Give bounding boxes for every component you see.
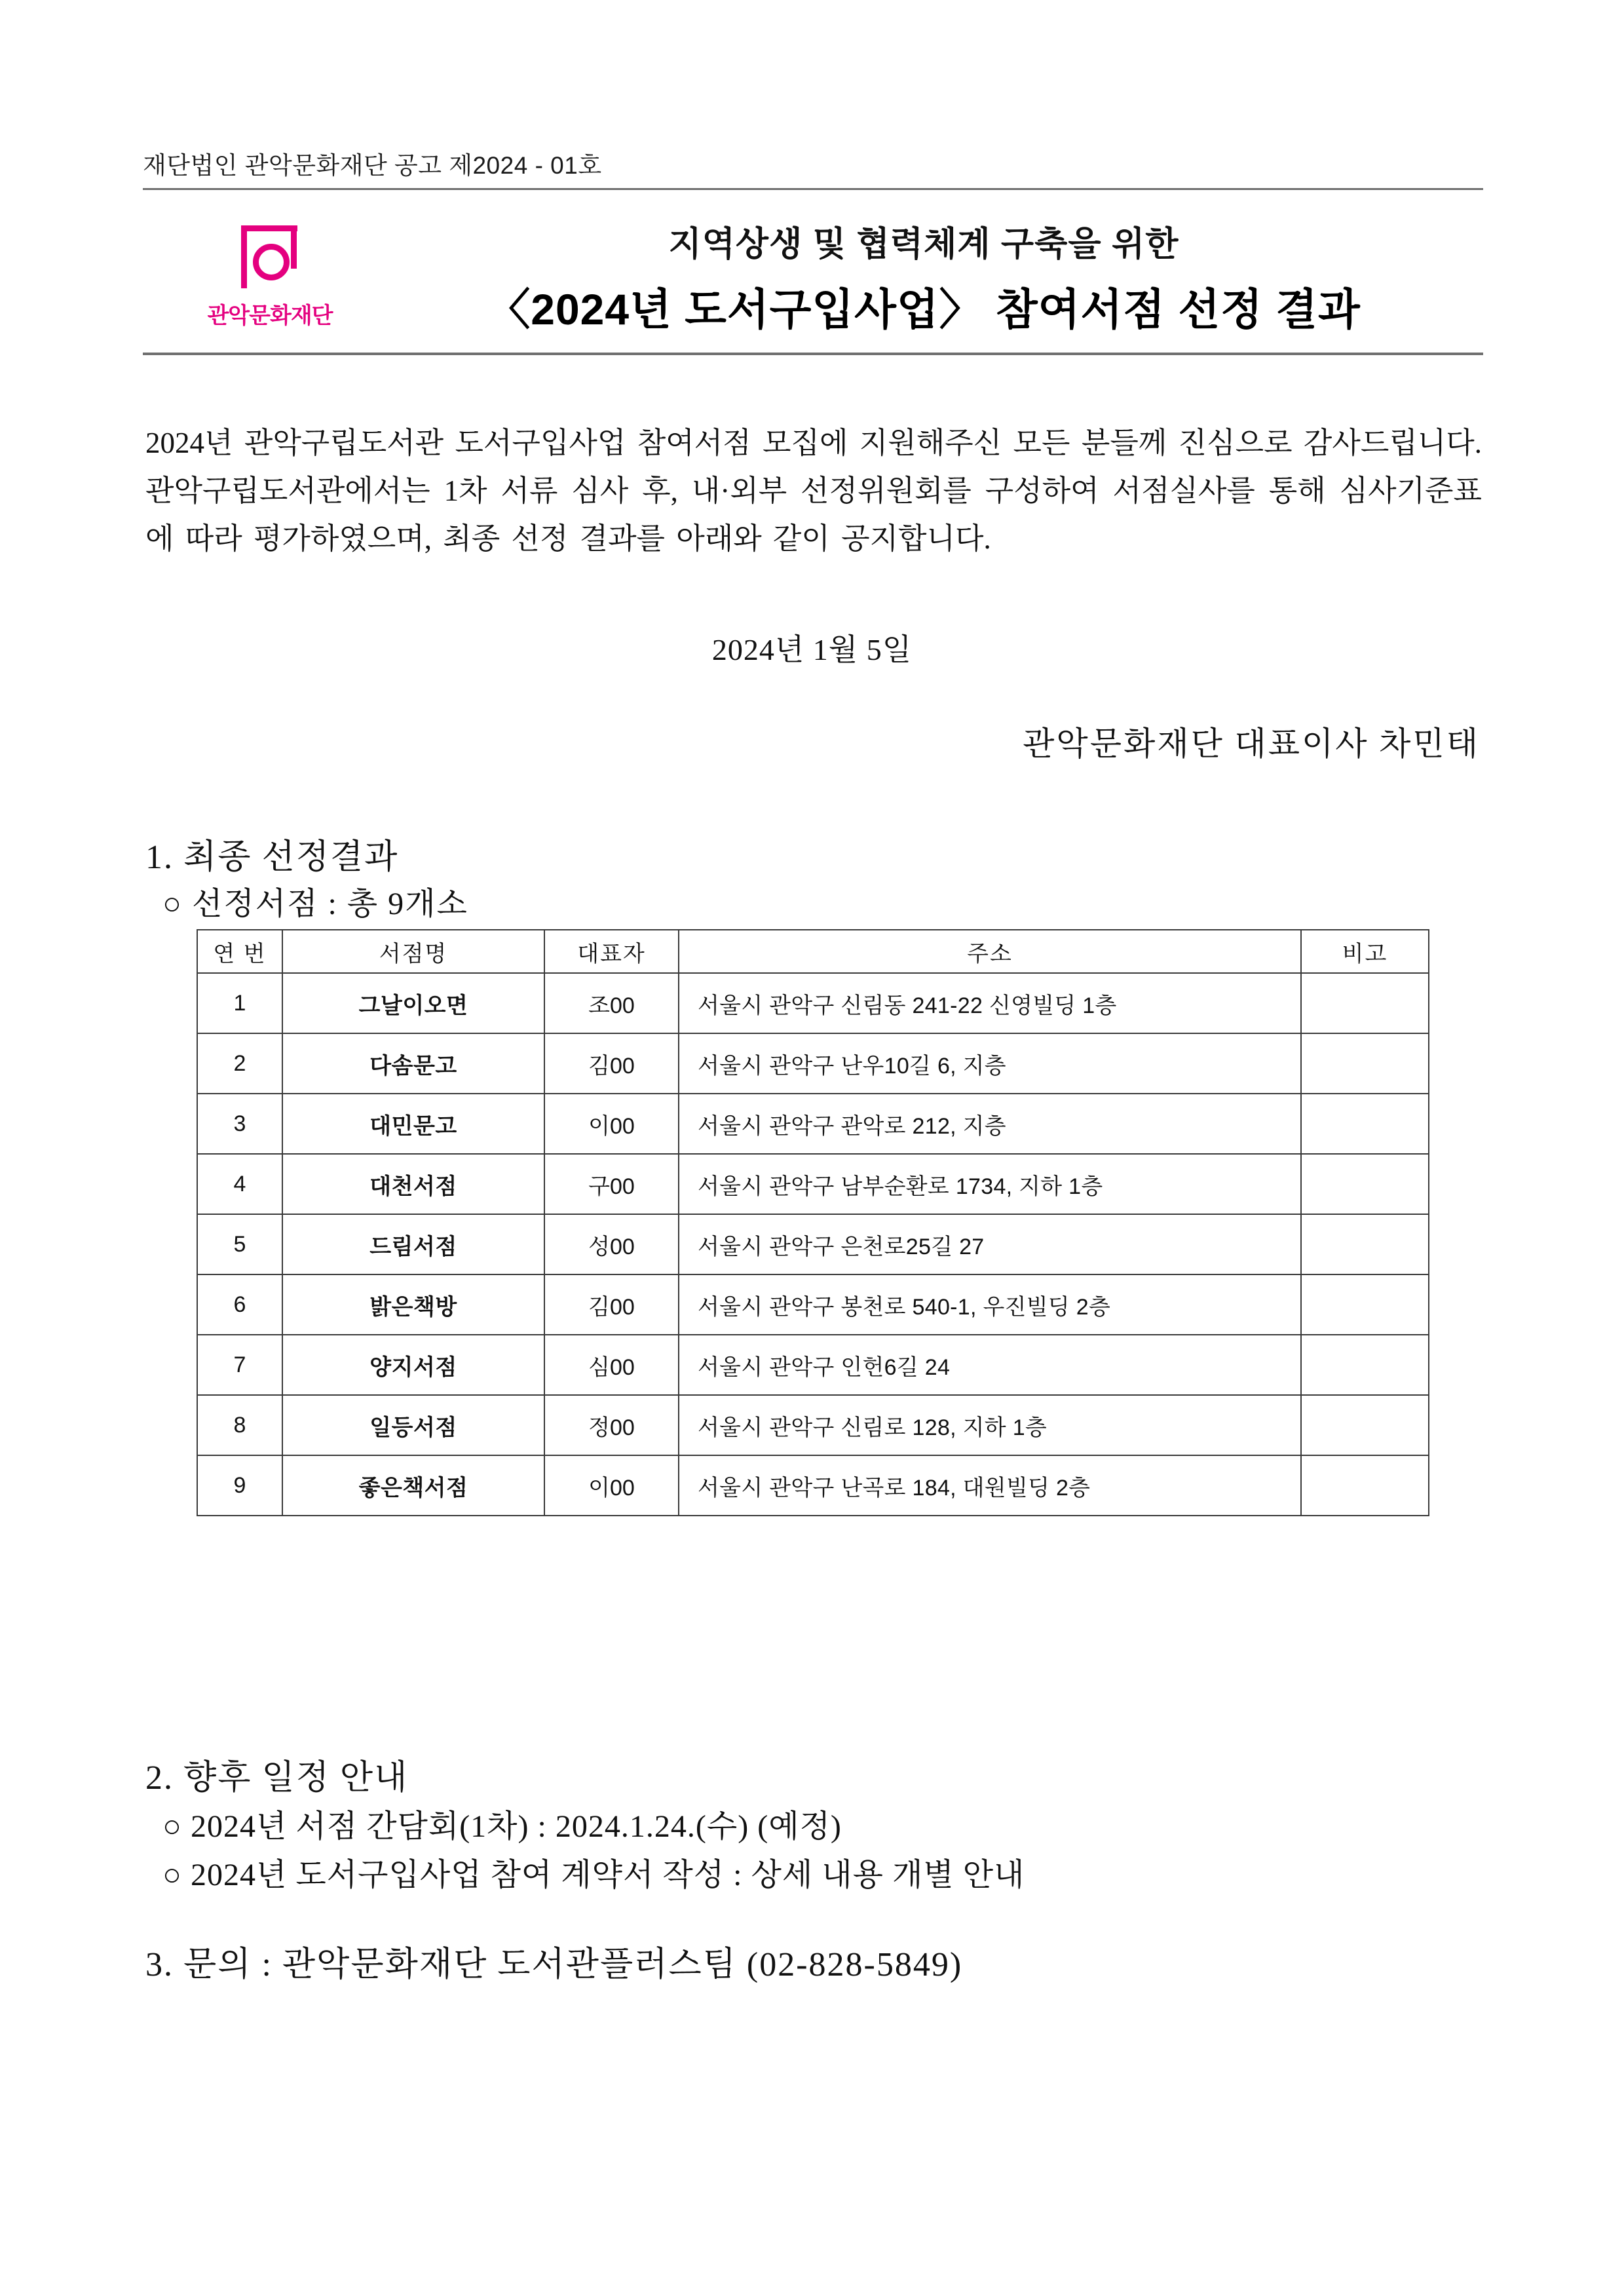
- section3-contact: 3. 문의 : 관악문화재단 도서관플러스팀 (02-828-5849): [145, 1946, 963, 1983]
- column-header-name: 서점명: [282, 930, 544, 973]
- cell-no: 5: [197, 1214, 282, 1274]
- section2-item-2: ○ 2024년 도서구입사업 참여 계약서 작성 : 상세 내용 개별 안내: [162, 1858, 1025, 1892]
- cell-no: 3: [197, 1094, 282, 1154]
- header-divider: [143, 188, 1483, 190]
- logo-text: 관악문화재단: [207, 303, 333, 328]
- cell-note: [1301, 1455, 1429, 1516]
- column-header-rep: 대표자: [544, 930, 679, 973]
- table-row: [197, 1274, 1429, 1335]
- cell-addr: 서울시 관악구 난곡로 184, 대원빌딩 2층: [679, 1455, 1301, 1516]
- issue-date: 2024년 1월 5일: [711, 633, 913, 666]
- signature-line: 관악문화재단 대표이사 차민태: [1023, 725, 1480, 762]
- selected-bookstores-table: [197, 929, 1428, 1516]
- table-header-row: [197, 930, 1429, 973]
- section1-subheading: ○ 선정서점 : 총 9개소: [162, 887, 468, 921]
- intro-paragraph: 2024년 관악구립도서관 도서구입사업 참여서점 모집에 지원해주신 모든 분들께 진심으로 감사드립니다. 관악구립도서관에서는 1차 서류 심사 후, 내·외부 선정위원회를 구성하여 서점실사를 통해 심사기준표에 따라 평가하였으며, 최종 선정 결과를 아래와 같이 공지합니다.: [145, 427, 1482, 555]
- column-header-no: 연 번: [197, 930, 282, 973]
- title-main: 〈2024년 도서구입사업〉 참여서점 선정 결과: [487, 285, 1361, 334]
- title-divider: [143, 353, 1483, 355]
- cell-name: 양지서점: [282, 1335, 544, 1395]
- cell-name: 다솜문고: [282, 1033, 544, 1094]
- cell-note: [1301, 1214, 1429, 1274]
- cell-note: [1301, 1094, 1429, 1154]
- document-title: [367, 216, 1481, 337]
- cell-no: 8: [197, 1395, 282, 1455]
- cell-note: [1301, 1335, 1429, 1395]
- cell-name: 좋은책서점: [282, 1455, 544, 1516]
- document-number: 재단법인 관악문화재단 공고 제2024 - 01호: [143, 152, 602, 179]
- cell-rep: 성00: [544, 1214, 679, 1274]
- cell-no: 9: [197, 1455, 282, 1516]
- organization-logo: [191, 221, 349, 333]
- cell-no: 7: [197, 1335, 282, 1395]
- cell-note: [1301, 1154, 1429, 1214]
- cell-note: [1301, 1033, 1429, 1094]
- cell-addr: 서울시 관악구 봉천로 540-1, 우진빌딩 2층: [679, 1274, 1301, 1335]
- cell-rep: 정00: [544, 1395, 679, 1455]
- section1-heading: 1. 최종 선정결과: [145, 839, 399, 876]
- section2-heading: 2. 향후 일정 안내: [145, 1759, 409, 1797]
- cell-rep: 이00: [544, 1094, 679, 1154]
- column-header-note: 비고: [1301, 930, 1429, 973]
- cell-name: 일등서점: [282, 1395, 544, 1455]
- cell-rep: 김00: [544, 1033, 679, 1094]
- cell-rep: 이00: [544, 1455, 679, 1516]
- table-row: [197, 1094, 1429, 1154]
- table-row: [197, 1214, 1429, 1274]
- cell-name: 그날이오면: [282, 973, 544, 1033]
- cell-addr: 서울시 관악구 난우10길 6, 지층: [679, 1033, 1301, 1094]
- logo-mark-icon: [217, 221, 322, 294]
- table-row: [197, 1395, 1429, 1455]
- cell-note: [1301, 973, 1429, 1033]
- cell-name: 드림서점: [282, 1214, 544, 1274]
- cell-addr: 서울시 관악구 남부순환로 1734, 지하 1층: [679, 1154, 1301, 1214]
- cell-no: 2: [197, 1033, 282, 1094]
- column-header-addr: 주소: [679, 930, 1301, 973]
- cell-no: 1: [197, 973, 282, 1033]
- cell-addr: 서울시 관악구 신림동 241-22 신영빌딩 1층: [679, 973, 1301, 1033]
- cell-addr: 서울시 관악구 신림로 128, 지하 1층: [679, 1395, 1301, 1455]
- title-subtitle: 지역상생 및 협력체계 구축을 위한: [668, 225, 1179, 263]
- section2-item-1: ○ 2024년 서점 간담회(1차) : 2024.1.24.(수) (예정): [162, 1809, 842, 1844]
- table-row: [197, 1455, 1429, 1516]
- table-row: [197, 1154, 1429, 1214]
- cell-rep: 구00: [544, 1154, 679, 1214]
- cell-no: 6: [197, 1274, 282, 1335]
- cell-note: [1301, 1274, 1429, 1335]
- cell-no: 4: [197, 1154, 282, 1214]
- cell-rep: 김00: [544, 1274, 679, 1335]
- cell-addr: 서울시 관악구 인헌6길 24: [679, 1335, 1301, 1395]
- table-row: [197, 1033, 1429, 1094]
- cell-name: 대천서점: [282, 1154, 544, 1214]
- table-row: [197, 1335, 1429, 1395]
- cell-addr: 서울시 관악구 은천로25길 27: [679, 1214, 1301, 1274]
- cell-rep: 심00: [544, 1335, 679, 1395]
- cell-rep: 조00: [544, 973, 679, 1033]
- cell-addr: 서울시 관악구 관악로 212, 지층: [679, 1094, 1301, 1154]
- cell-note: [1301, 1395, 1429, 1455]
- cell-name: 대민문고: [282, 1094, 544, 1154]
- cell-name: 밝은책방: [282, 1274, 544, 1335]
- table-row: [197, 973, 1429, 1033]
